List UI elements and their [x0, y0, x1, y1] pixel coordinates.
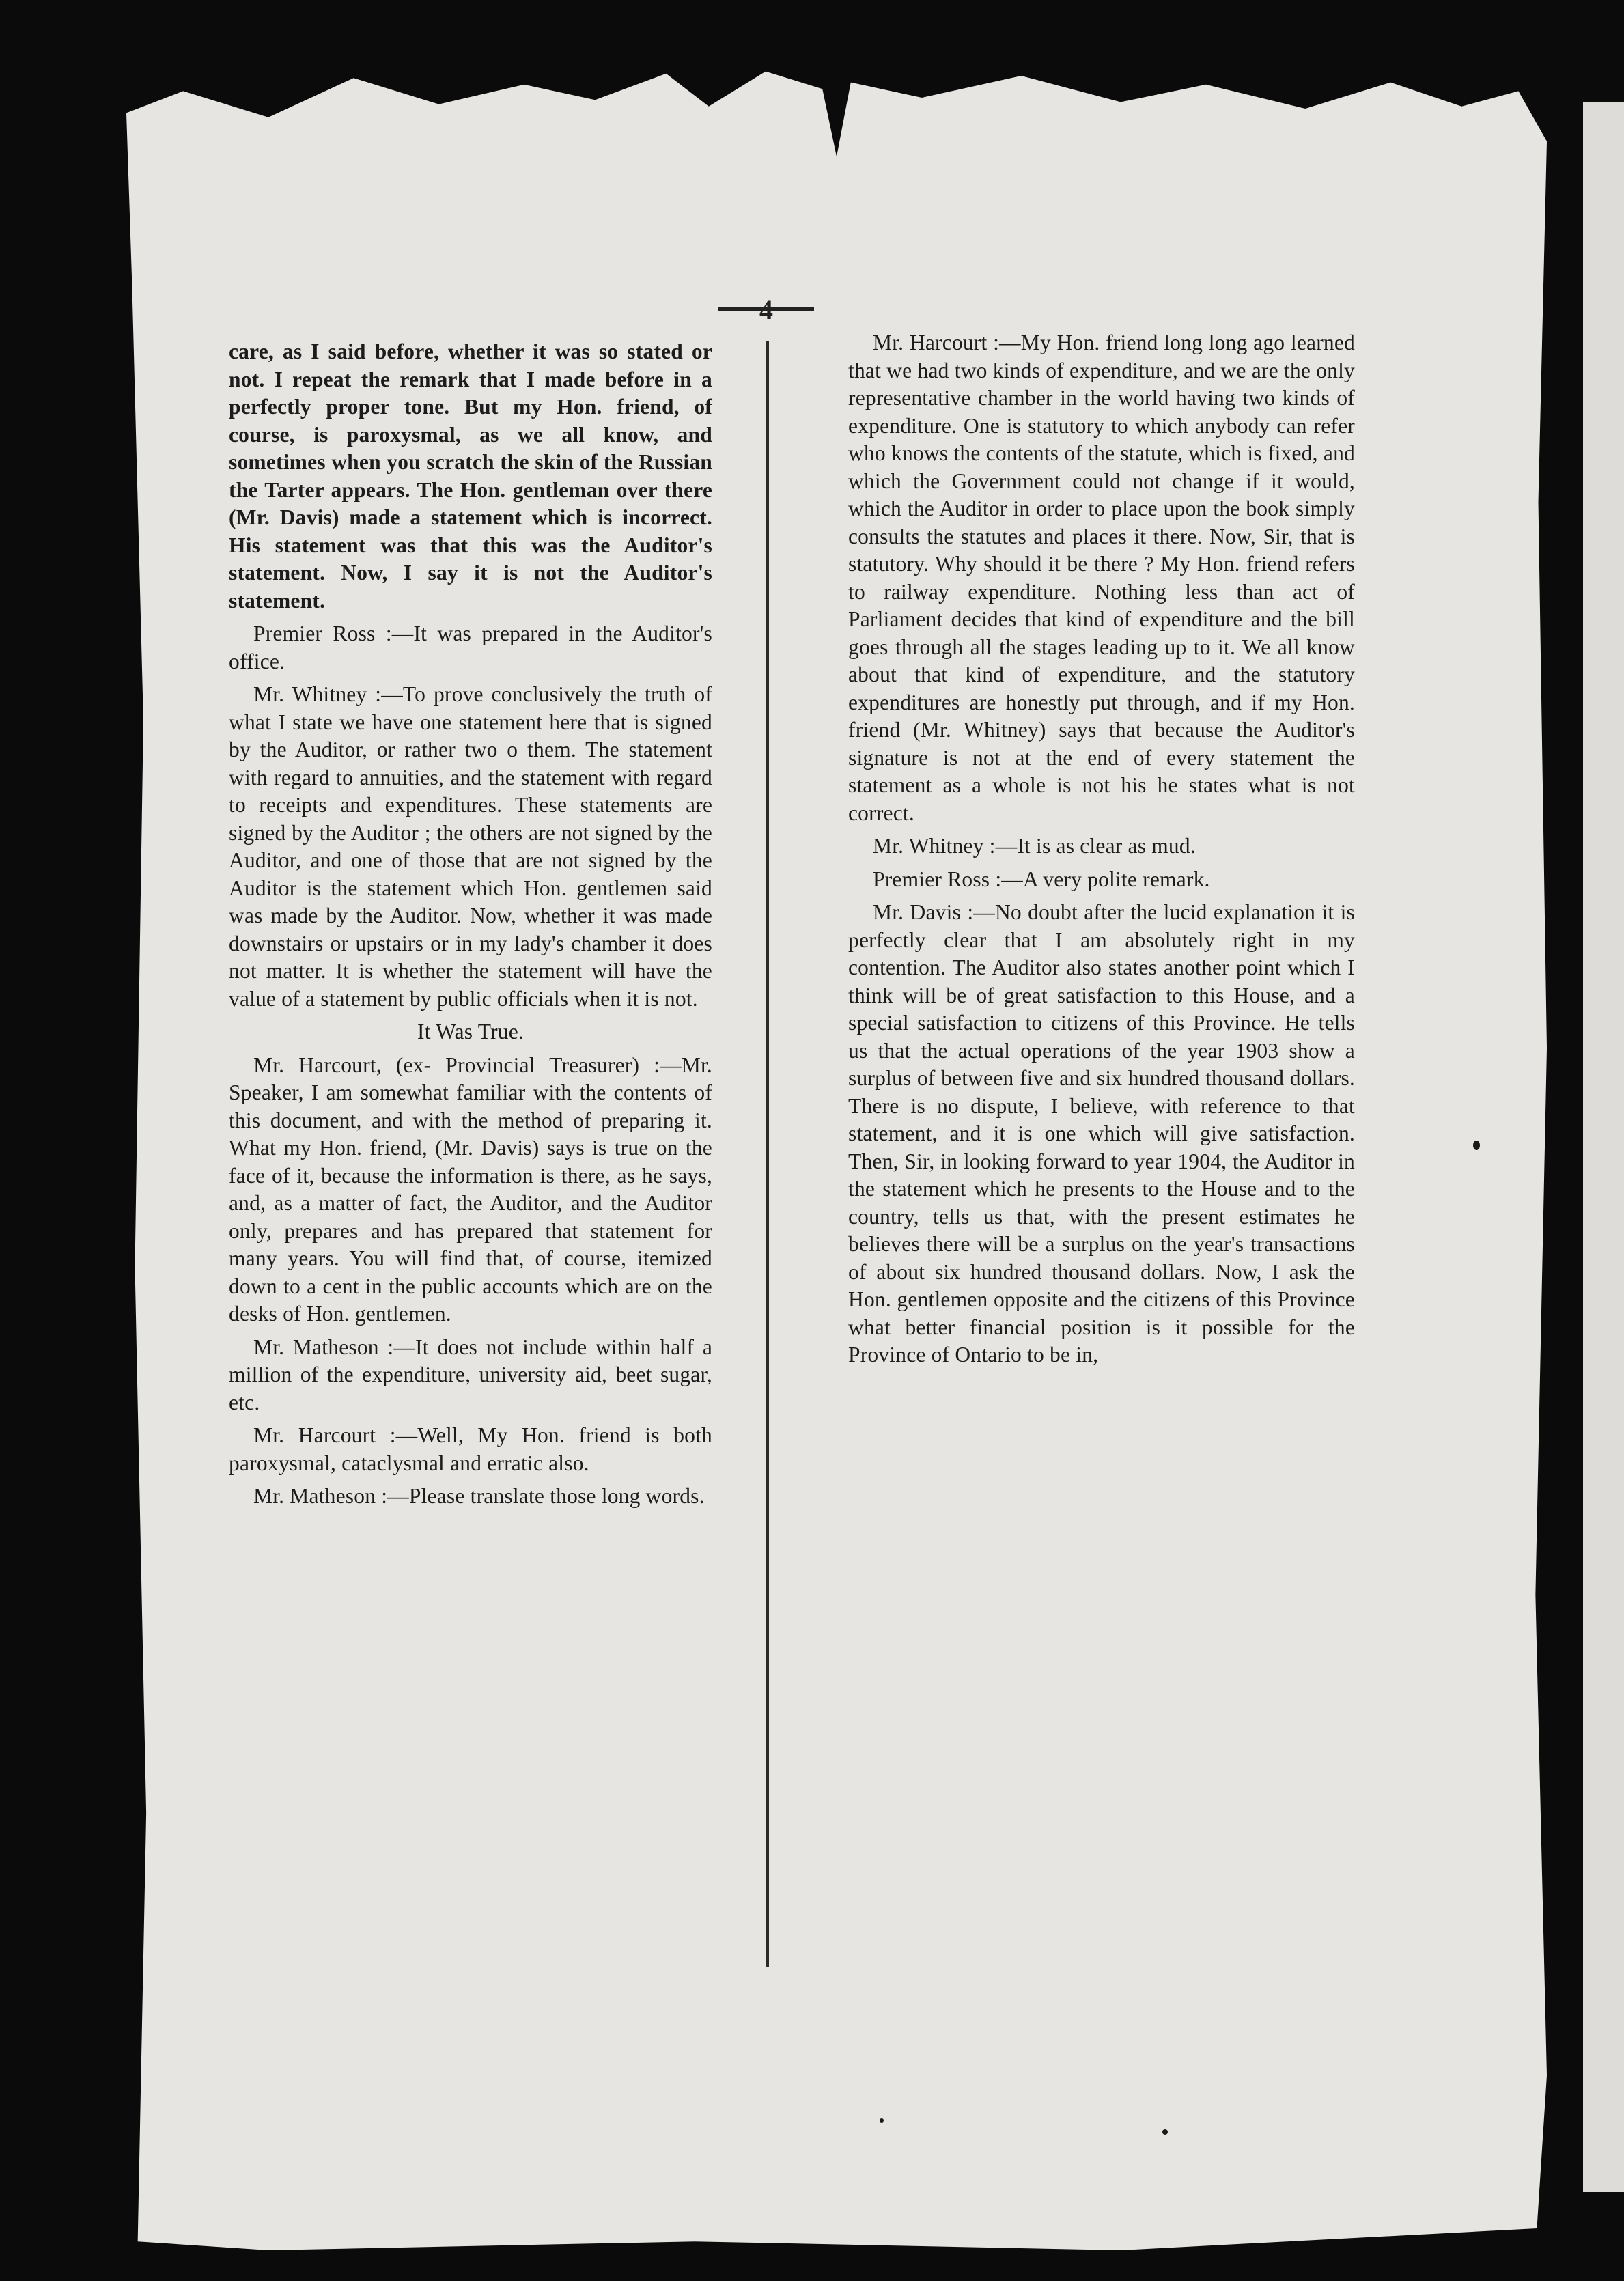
right-paragraph-2: Mr. Whitney :—It is as clear as mud.: [873, 834, 1196, 858]
left-paragraph-7: Mr. Matheson :—Please translate those long words.: [253, 1484, 705, 1508]
page-number: 4: [759, 294, 773, 325]
right-column: [848, 329, 1355, 1375]
ink-speck: [1473, 1140, 1480, 1150]
left-paragraph-2: Premier Ross :—It was prepared in the Auditor's office.: [229, 621, 712, 673]
section-heading: It Was True.: [417, 1020, 524, 1044]
right-paragraph-3: Premier Ross :—A very polite remark.: [873, 867, 1210, 891]
left-paragraph-5: Mr. Matheson :—It does not include within half a million of the expenditure, university aid, beet sugar, etc.: [229, 1334, 712, 1414]
left-paragraph-3: Mr. Whitney :—To prove conclusively the truth of what I state we have one statement here that is signed by the Auditor, or rather two o them. The statement with regard to annuities, and the statement with regard to receipts and expenditures. These statements are signed by the Auditor ; the others are not signed by the Auditor, and one of those that are not signed by the Auditor is the statement which Hon. gentlemen said was made by the Auditor. Now, whether it was made downstairs or upstairs or in my lady's chamber it does not matter. It is whether the statement will have the value of a statement by public officials when it is not.: [229, 682, 712, 1011]
left-paragraph-1: care, as I said before, whether it was so stated or not. I repeat the remark that I made before in a perfectly proper tone. But my Hon. friend, of course, is paroxysmal, as we all know, and sometimes when you scratch the skin of the Russian the Tarter appears. The Hon. gentleman over there (Mr. Davis) made a statement which is incorrect. His statement was that this was the Auditor's statement. Now, I say it is not the Auditor's statement.: [229, 339, 712, 613]
right-paragraph-1: Mr. Harcourt :—My Hon. friend long long ago learned that we had two kinds of expenditure, and we are the only representative chamber in the world having two kinds of expenditure. One is statutory to which anybody can refer who knows the contents of the statute, which is fixed, and which the Government could not change if it would, which the Auditor in order to place upon the book simply consults the statutes and places it there. Now, Sir, that is statutory. Why should it be there ? My Hon. friend refers to railway expenditure. Nothing less than act of Parliament decides that kind of expenditure and the bill goes through all the stages leading up to it. We all know about that kind of expenditure, and the statutory expenditures are honestly put through, and if my Hon. friend (Mr. Whitney) says that because the Auditor's signature is not at the end of every statement the statement as a whole is not his he states what is not correct.: [848, 331, 1355, 825]
page-number-folio: [718, 294, 814, 325]
left-column: [229, 338, 712, 1516]
column-divider: [766, 341, 769, 1967]
left-paragraph-4: Mr. Harcourt, (ex- Provincial Treasurer) :—Mr. Speaker, I am somewhat familiar with the contents of this document, and with the method of preparing it. What my Hon. friend, (Mr. Davis) says is true on the face of it, because the information is there, as he says, and, as a matter of fact, the Auditor, and the Auditor only, prepares and has prepared that statement for many years. You will find that, of course, itemized down to a cent in the public accounts which are on the desks of Hon. gentlemen.: [229, 1052, 712, 1326]
right-paragraph-4: Mr. Davis :—No doubt after the lucid explanation it is perfectly clear that I am absolutely right in my contention. The Auditor also states another point which I think will be of great satisfaction to this House, and a special satisfaction to citizens of this Province. He tells us that the actual operations of the year 1903 show a surplus of between five and six hundred thousand dollars. There is no dispute, I believe, with reference to that statement, and it is one which will give satisfaction. Then, Sir, in looking forward to year 1904, the Auditor in the statement which he presents to the House and to the country, tells us that, with the present estimates he believes there will be a surplus on the year's transactions of about six hundred thousand dollars. Now, I ask the Hon. gentlemen opposite and the citizens of this Province what better financial position is it possible for the Province of Ontario to be in,: [848, 900, 1355, 1367]
adjacent-page-edge: [1583, 102, 1624, 2192]
ink-speck: [1162, 2129, 1168, 2135]
left-paragraph-6: Mr. Harcourt :—Well, My Hon. friend is both paroxysmal, cataclysmal and erratic also.: [229, 1423, 712, 1475]
ink-speck: [880, 2118, 884, 2123]
